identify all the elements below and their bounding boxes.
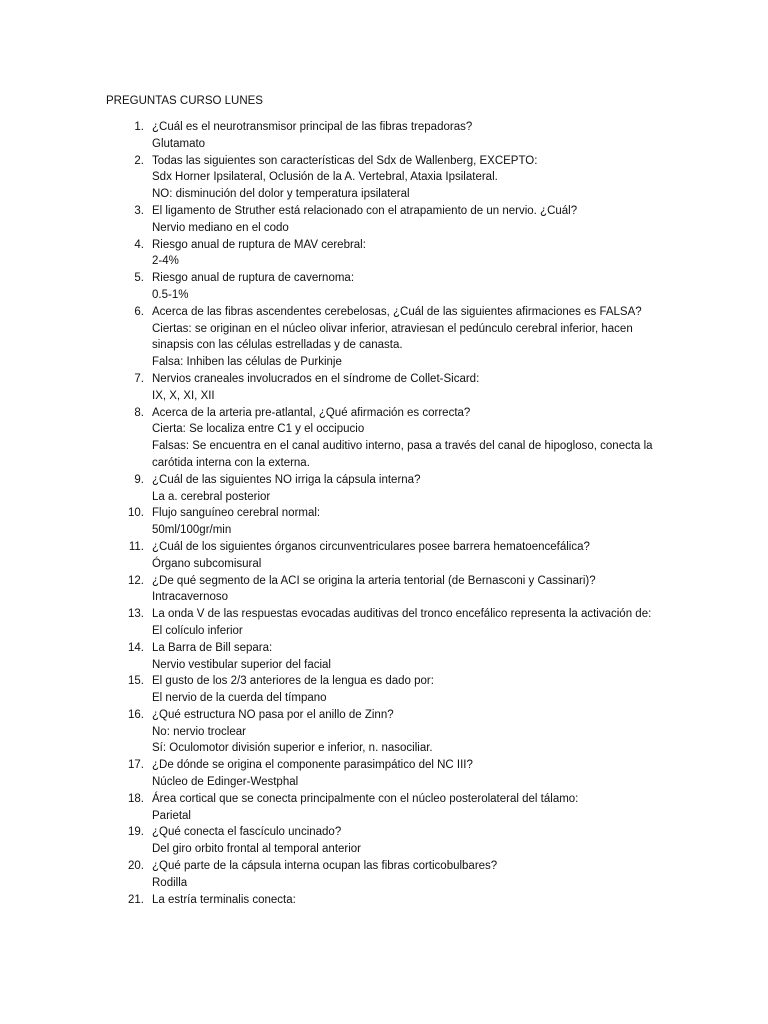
question-item	[106, 539, 666, 573]
question-number: 11.	[128, 540, 144, 553]
answer-text: Intracavernoso	[152, 591, 229, 604]
question-text: Riesgo anual de ruptura de cavernoma:	[152, 272, 355, 285]
question-item	[106, 791, 666, 825]
question-number: 14.	[128, 641, 144, 654]
question-number: 8.	[134, 406, 144, 419]
question-number: 19.	[128, 826, 144, 839]
question-text: ¿Cuál de los siguientes órganos circunventriculares posee barrera hematoencefálica?	[152, 540, 590, 553]
answer-text: La a. cerebral posterior	[152, 490, 271, 503]
question-text: La estría terminalis conecta:	[152, 893, 296, 906]
question-number: 6.	[134, 305, 144, 318]
answer-text: Sdx Horner Ipsilateral, Oclusión de la A. Vertebral, Ataxia Ipsilateral.	[152, 171, 498, 184]
question-text: La onda V de las respuestas evocadas auditivas del tronco encefálico representa la activación de:	[152, 608, 652, 621]
question-item	[106, 673, 666, 707]
question-number: 21.	[128, 893, 144, 906]
question-number: 10.	[128, 507, 144, 520]
question-text: El gusto de los 2/3 anteriores de la lengua es dado por:	[152, 675, 434, 688]
answer-text: IX, X, XI, XII	[152, 389, 215, 402]
question-item	[106, 270, 666, 304]
answer-text: Glutamato	[152, 137, 206, 150]
question-item	[106, 203, 666, 237]
answer-text: No: nervio troclear	[152, 725, 246, 738]
question-item	[106, 119, 666, 153]
question-item	[106, 640, 666, 674]
question-text: Todas las siguientes son características del Sdx de Wallenberg, EXCEPTO:	[152, 154, 538, 167]
answer-text: NO: disminución del dolor y temperatura ipsilateral	[152, 188, 410, 201]
question-list	[106, 119, 666, 908]
question-number: 15.	[128, 675, 144, 688]
answer-text: El colículo inferior	[152, 624, 243, 637]
question-text: Acerca de las fibras ascendentes cerebelosas, ¿Cuál de las siguientes afirmaciones es FALSA?	[152, 305, 642, 318]
question-item	[106, 371, 666, 405]
answer-text: sinapsis con las células estrelladas y de canasta.	[152, 339, 403, 352]
question-item	[106, 606, 666, 640]
question-item	[106, 472, 666, 506]
question-text: ¿Qué estructura NO pasa por el anillo de Zinn?	[152, 708, 394, 721]
answer-text: carótida interna con la externa.	[152, 456, 310, 469]
document-title: PREGUNTAS CURSO LUNES	[106, 95, 263, 107]
answer-text: Falsa: Inhiben las células de Purkinje	[152, 356, 342, 369]
answer-text: El nervio de la cuerda del tímpano	[152, 692, 327, 705]
question-item	[106, 304, 666, 371]
answer-text: Órgano subcomisural	[152, 557, 262, 570]
question-text: ¿Cuál es el neurotransmisor principal de las fibras trepadoras?	[152, 121, 473, 133]
question-number: 3.	[134, 204, 144, 217]
question-number: 2.	[134, 154, 144, 167]
answer-text: 0.5-1%	[152, 288, 189, 301]
question-text: La Barra de Bill separa:	[152, 641, 273, 654]
question-item	[106, 153, 666, 203]
question-item	[106, 757, 666, 791]
answer-text: Núcleo de Edinger-Westphal	[152, 776, 299, 789]
question-text: Acerca de la arteria pre-atlantal, ¿Qué afirmación es correcta?	[152, 406, 471, 419]
question-number: 1.	[134, 121, 144, 133]
question-item	[106, 505, 666, 539]
question-text: Riesgo anual de ruptura de MAV cerebral:	[152, 238, 366, 251]
question-item	[106, 892, 666, 909]
answer-text: Rodilla	[152, 876, 188, 889]
question-item	[106, 858, 666, 892]
question-item	[106, 405, 666, 472]
question-text: ¿De qué segmento de la ACI se origina la arteria tentorial (de Bernasconi y Cassinari)?	[152, 574, 596, 587]
question-item	[106, 824, 666, 858]
question-text: Flujo sanguíneo cerebral normal:	[152, 507, 321, 520]
question-text: El ligamento de Struther está relacionado con el atrapamiento de un nervio. ¿Cuál?	[152, 204, 578, 217]
question-text: Área cortical que se conecta principalmente con el núcleo posterolateral del tálamo:	[152, 792, 579, 805]
question-text: ¿Cuál de las siguientes NO irriga la cápsula interna?	[152, 473, 421, 486]
question-number: 17.	[128, 759, 144, 772]
question-number: 9.	[134, 473, 144, 486]
question-number: 12.	[128, 574, 144, 587]
question-item	[106, 573, 666, 607]
answer-text: 50ml/100gr/min	[152, 524, 232, 537]
question-number: 5.	[134, 272, 144, 285]
question-text: ¿Qué parte de la cápsula interna ocupan las fibras corticobulbares?	[152, 860, 498, 873]
question-text: ¿De dónde se origina el componente parasimpático del NC III?	[152, 759, 473, 772]
question-number: 18.	[128, 792, 144, 805]
question-text: Nervios craneales involucrados en el síndrome de Collet-Sicard:	[152, 372, 480, 385]
question-item	[106, 237, 666, 271]
answer-text: Nervio vestibular superior del facial	[152, 658, 331, 671]
answer-text: Ciertas: se originan en el núcleo olivar inferior, atraviesan el pedúnculo cerebral inferior, hacen	[152, 322, 633, 335]
question-text: ¿Qué conecta el fascículo uncinado?	[152, 826, 342, 839]
question-number: 16.	[128, 708, 144, 721]
question-item	[106, 707, 666, 757]
question-number: 4.	[134, 238, 144, 251]
answer-text: Falsas: Se encuentra en el canal auditivo interno, pasa a través del canal de hipogloso, conecta la	[152, 440, 653, 453]
question-number: 13.	[128, 608, 144, 621]
answer-text: 2-4%	[152, 255, 179, 268]
answer-text: Parietal	[152, 809, 191, 822]
question-number: 7.	[134, 372, 144, 385]
question-number: 20.	[128, 860, 144, 873]
answer-text: Del giro orbito frontal al temporal anterior	[152, 843, 362, 856]
answer-text: Nervio mediano en el codo	[152, 221, 289, 234]
answer-text: Sí: Oculomotor división superior e inferior, n. nasociliar.	[152, 742, 433, 755]
answer-text: Cierta: Se localiza entre C1 y el occipucio	[152, 423, 365, 436]
